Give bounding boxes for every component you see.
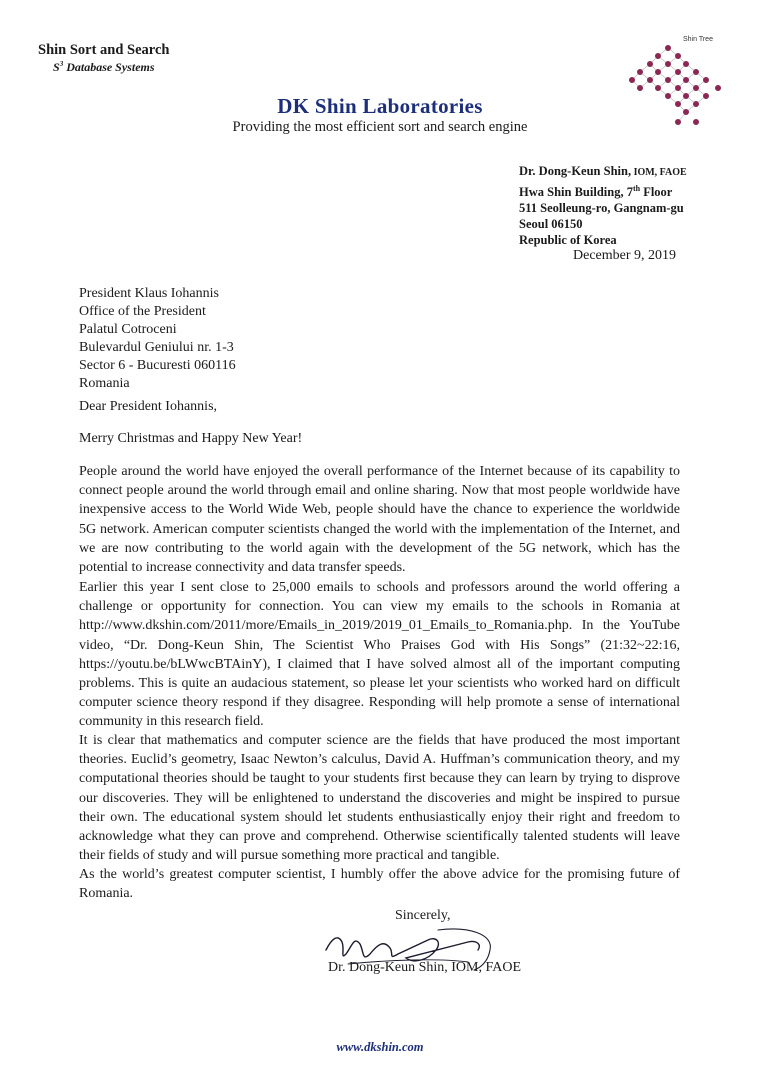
logo-dot (647, 77, 653, 83)
recipient-line: President Klaus Iohannis (79, 286, 219, 301)
footer-website: www.dkshin.com (336, 1040, 424, 1054)
body-paragraph: It is clear that mathematics and computer science are the fields that have produced the most important theories. Euclid’s geometry, Isaac Newton’s calculus, David A. Huffman’s communication theory, and my computational theories should be taught to your students first because they can learn by trying to disprove our discoveries. They will be enlightened to understand the discoveries and might be inspired to pursue their own. The educational system should let students enthusiastically enjoy their right and freedom to acknowledge what they can prove and comprehend. Otherwise scientifically talented students will leave their fields of study and will pursue something more practical and tangible. (79, 733, 680, 864)
logo-dot (693, 119, 699, 125)
logo-dot (665, 45, 671, 51)
recipient-line: Bulevardul Geniului nr. 1-3 (79, 340, 234, 355)
logo-dot (683, 109, 689, 115)
recipient-line: Palatul Cotroceni (79, 322, 177, 337)
sender-city: Seoul 06150 (519, 217, 583, 232)
recipient-line: Office of the President (79, 304, 206, 319)
sender-name: Dr. Dong-Keun Shin, IOM, FAOE (519, 164, 687, 178)
sender-address (519, 163, 687, 248)
shin-tree-logo (622, 34, 734, 134)
greeting: Merry Christmas and Happy New Year! (79, 431, 303, 446)
logo-dot (675, 69, 681, 75)
logo-dot (693, 101, 699, 107)
logo-dot (665, 93, 671, 99)
logo-caption: Shin Tree (683, 36, 713, 43)
body-paragraph: Earlier this year I sent close to 25,000 emails to schools and professors around the world offering a challenge or opportunity for connection. You can view my emails to the schools in Romania at http://www.dkshin.com/2011/more/Emails_in_2019/2019_01_Emails_to_Romania.php. In the YouTube video, “Dr. Dong-Keun Shin, The Scientist Who Praises God with His Songs” (21:32~22:16, https://youtu.be/bLWwcBTAinY), I claimed that I have solved almost all of the important computing problems. This is quite an audacious statement, so please let your scientists who worked hard on difficult computer science theory respond if they disagree. Responding will help promote a sense of international community in this research field. (79, 580, 680, 730)
company-name: Shin Sort and Search (38, 42, 170, 58)
body-paragraph: People around the world have enjoyed the overall performance of the Internet because of its capability to connect people around the world through email and online sharing. Now that most people worldwide have inexpensive access to the World Wide Web, people should have the chance to experience the worldwide 5G network. American computer scientists changed the world with the implementation of the Internet, and we are now contributing to the world again with the development of the 5G network, which has the potential to increase connectivity and data transfer speeds. (79, 464, 680, 576)
logo-dot (675, 101, 681, 107)
logo-dot (703, 93, 709, 99)
logo-dot (655, 53, 661, 59)
recipient-address (79, 285, 236, 393)
logo-dot (693, 85, 699, 91)
body-paragraph: As the world’s greatest computer scientist, I humbly offer the above advice for the promising future of Romania. (79, 867, 680, 902)
sender-street: 511 Seolleung-ro, Gangnam-gu (519, 201, 684, 216)
letter-date: December 9, 2019 (573, 248, 677, 263)
sender-country: Republic of Korea (519, 233, 617, 248)
signature-name: Dr. Dong-Keun Shin, IOM, FAOE (328, 960, 522, 975)
closing: Sincerely, (395, 908, 451, 923)
logo-dot (693, 69, 699, 75)
logo-dot (675, 53, 681, 59)
logo-dot (683, 61, 689, 67)
lab-tagline: Providing the most efficient sort and search engine (232, 119, 528, 135)
logo-dot (715, 85, 721, 91)
recipient-line: Sector 6 - Bucuresti 060116 (79, 358, 236, 373)
salutation: Dear President Iohannis, (79, 399, 218, 414)
logo-dot (637, 69, 643, 75)
logo-dot (655, 85, 661, 91)
logo-dot (683, 77, 689, 83)
logo-dot (665, 77, 671, 83)
logo-dot (647, 61, 653, 67)
logo-dot (665, 61, 671, 67)
logo-dot (675, 119, 681, 125)
logo-dot (703, 77, 709, 83)
logo-dot (675, 85, 681, 91)
logo-dot (655, 69, 661, 75)
company-subtitle: $S^3$ Database Systems (53, 60, 155, 74)
lab-title: DK Shin Laboratories (277, 94, 483, 118)
recipient-line: Romania (79, 376, 130, 391)
sender-building: Hwa Shin Building, 7th Floor (519, 184, 673, 200)
logo-dot (637, 85, 643, 91)
logo-dot (683, 93, 689, 99)
logo-dot (629, 77, 635, 83)
